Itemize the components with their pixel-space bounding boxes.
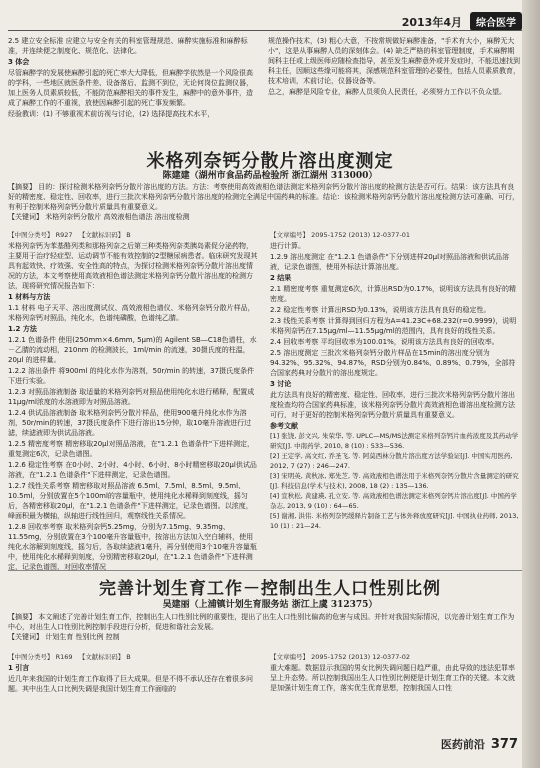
body-paragraph: 1.1 材料 电子天平、溶出度测试仪、高效液相色谱仪、米格列奈钙分散片样品，米格列奈钙对照品，纯化水，色谱纯磷酸，色谱纯乙腈。 [8, 304, 255, 322]
previous-article-left-column [8, 36, 258, 120]
article-abstract [8, 182, 520, 222]
article-author-2: 吴建丽（上浦镇计划生育服务站 浙江上虞 312375） [162, 600, 378, 610]
section-heading: 3 讨论 [270, 380, 292, 388]
body-paragraph: 2.2 稳定性考察 计算出RSD为0.13%，说明该方法具有良好的稳定性。 [270, 306, 491, 314]
classification-number-2: 【中图分类号】 R169 [8, 653, 73, 661]
reference-item: [5] 谢湘, 洪伟. 米格列奈钙缓释片制备工艺与体外释放度研究[J]. 中国执业药师, 2013, 10 (1) : 21—24. [270, 512, 519, 530]
body-paragraph: 1.2.5 精密度考察 精密移取20μl对照品溶液，在"1.2.1 色谱条件"下进样测定，重复测定6次，记录色谱图。 [8, 440, 255, 458]
previous-article-right-column [268, 36, 520, 98]
section-heading: 1 引言 [8, 664, 30, 672]
article-number-2: 【文章编号】 2095-1752 (2013) 12-0377-02 [270, 653, 411, 661]
article-right-column [270, 230, 520, 532]
reference-item: [1] 张饶, 彭文兴, 朱荣华, 等. UPLC—MS/MS法测定米格列奈钙片血药浓度及其药动学研究[J]. 中南药学, 2010, 8 (10) : 533—536. [270, 432, 519, 450]
classification-number: 【中图分类号】 R927 [8, 231, 73, 239]
body-paragraph: 1.2.6 稳定性考察 在0小时、2小时、4小时、6小时、8小时精密移取20μl供试品溶液，在"1.2.1 色谱条件"下进样测定，记录色谱图。 [8, 461, 257, 479]
prev-paragraph: 经验教训：(1) 不够重视术前访视与讨论，(2) 选择提高技术水平， [8, 110, 215, 118]
body-paragraph: 米格列奈钙为苯基酪列类和那格列奈之后第三种类格列奈类胰岛素促分泌药物，主要用于治疗轻症型、运动调节不能有效控制的2型糖尿病患者。临床研究发现其具有起效快、疗效强、安全性高的特点，为探讨检测米格列奈钙分散片溶出度情况的方法，本文考察使用高效液相色谱法测定米格列奈钙分散片溶出度的检测方法，现将研究情况报告如下： [8, 242, 258, 290]
body-paragraph: 2.4 回收率考察 平均回收率为100.01%，说明该方法具有良好的回收率。 [270, 338, 499, 346]
page-footer [441, 736, 518, 752]
article-left-column [8, 230, 258, 573]
issue-date: 2013年4月 [401, 16, 462, 29]
reference-item: [4] 宣秋松, 黄建瑛, 孔立安, 等. 高效液相色谱法测定米格列奈钙片溶出度[J]. 中国药学杂志, 2013, 9 (10) : 64—65. [270, 492, 517, 510]
prev-paragraph: 总之，麻醉是风险专业，麻醉人员须负人民责任，必须努力工作以不负众望。 [268, 88, 506, 96]
references-heading: 参考文献 [270, 422, 298, 430]
body-paragraph: 进行计算。 [270, 242, 305, 250]
classification-codes [8, 230, 258, 240]
body-paragraph: 2.5 溶出度测定 三批次米格列奈钙分散片样品在15min的溶出度分别为94.32%、95.32%、94.87%，RSD分别为0.84%、0.89%、0.79%，全部符合国家药典对分散片的溶出度规定。 [270, 349, 516, 377]
page-binding-shadow [522, 0, 540, 768]
article-title-2: 完善计划生育工作－控制出生人口性别比例 [99, 579, 441, 599]
header-rule [8, 30, 522, 31]
body-paragraph: 1.2.9 溶出度测定 在"1.2.1 色谱条件"下分别进样20μl对照品溶液和供试品溶液，记录色谱图，使用外标法计算溶出度。 [270, 253, 510, 271]
abstract-text: 【摘要】 目的：探讨检测米格列奈钙分散片溶出度的方法。方法：考察使用高效液相色谱法测定米格列奈钙分散片溶出度的检测方法是否可行。结果：该方法具有良好的精密度、稳定性、回收率，进行三批次米格列奈钙分散片溶出度的检测完全满足中国药典的标准。结论：该检测米格列奈钙分散片溶出度检测方法可准确、可行，有利于控制米格列奈钙分散片质量具有重要意义。 [8, 183, 519, 211]
article2-right-column [270, 652, 516, 694]
journal-name: 医药前沿 [440, 738, 485, 751]
reference-item: [3] 宋明英, 黄秋冰, 郑先芝, 等. 高效液相色谱法用于米格列奈钙分散片含量测定的研究[J]. 科技信息(学术与技术), 2008, 18 (2) : 135—136. [270, 472, 519, 490]
prev-paragraph: 2.5 建立安全标准 应建立与安全有关的科室管理规范、麻醉实施标准和麻醉标准，并连续便之制度化、规范化、法律化。 [8, 37, 248, 55]
page-header [0, 8, 540, 32]
body-paragraph: 1.2.3 对照品溶液制备 取适量的米格列奈钙对照品使用纯化水进行稀释，配置成11μg/ml浓度的水溶液即为对照品溶液。 [8, 388, 255, 406]
body-paragraph: 近几年来我国的计划生育工作取得了巨大成果。但是不得不承认还存在着很多问题。其中出生人口比例失调是我国计划生育工作面临的 [8, 675, 253, 693]
section-heading: 2 结果 [270, 274, 292, 282]
body-paragraph: 2.3 线性关系考察 计算得到回归方程为A=41.23C+68.232(r=0.9999)，说明米格列奈钙在7.15μg/ml—11.55μg/ml的范围内，具有良好的线性关系。 [270, 317, 517, 335]
body-paragraph: 1.2.2 溶出条件 将900ml 的纯化水作为溶剂，50r/min 的转速，37摄氏度条件下进行实验。 [8, 367, 255, 385]
article-number: 【文章编号】 2095-1752 (2013) 12-0377-01 [270, 231, 411, 239]
body-paragraph: 1.2.8 回收率考察 取米格列奈钙5.25mg，分别为7.15mg、9.35mg、11.55mg，分别放置在3个100毫升容量瓶中，按溶出方法加入空白辅料，使用纯化水溶解到刻度线，摇匀后，各取续滤液1毫升，再分别使用3个10毫升容量瓶中，使用纯化水稀释到刻度，分别精密移取20μl，在"1.2.1 色谱条件"下进样测定，记录色谱图，对回收率情况 [8, 523, 257, 571]
prev-section-heading: 3 体会 [8, 58, 30, 66]
page-number: 377 [490, 737, 518, 752]
document-code-2: 【文献标识码】 B [78, 653, 131, 661]
document-code: 【文献标识码】 B [78, 231, 131, 239]
body-paragraph: 2.1 精密度考察 重复测定6次，计算出RSD为0.17%，说明该方法具有良好的精密度。 [270, 285, 516, 303]
section-heading: 1 材料与方法 [8, 293, 51, 301]
article-title: 米格列奈钙分散片溶出度测定 [146, 151, 394, 172]
body-paragraph: 1.2.4 供试品溶液制备 取米格列奈钙分散片样品，使用900毫升纯化水作为溶剂，50r/min的转速，37摄氏度条件下进行溶出15分钟，取10毫升溶液进行过滤，续滤液即为供试品溶液。 [8, 409, 252, 437]
classification-codes-2 [8, 652, 258, 662]
article-author: 陈建建（湖州市食品药品检验所 浙江湖州 313000） [162, 171, 378, 181]
article-divider [8, 570, 522, 571]
prev-paragraph: 规范操作技术，(3) 粗心大意，不按常规做好麻醉准备，"手术有大小，麻醉无大小"，这是从事麻醉人员的深刻体会。(4) 缺乏严格的科室管理制度，手术麻醉期间科主任或上级医师应随检查指导，甚至发生麻醉意外或并发症时，不能迅速找到科主任，因顺这些缘可能将其，深感规范科室管理的必要性，包括人员素质教育，技术培训，术前讨论，仪器设备等。 [268, 37, 520, 85]
body-paragraph: 1.2.1 色谱条件 使用(250mm×4.6mm, 5μm)的 Agilent SB—C18色谱柱，水－乙腈的流动相，210nm 的检测波长，1ml/min 的流速，30摄氏度的柱温，20μl 的进样量。 [8, 336, 257, 364]
article2-left-column [8, 652, 258, 695]
article-abstract-2 [8, 612, 520, 642]
body-paragraph: 重大难题。数据显示我国的男女比例失调问题日趋严重，由此导致的违法犯罪率呈上升态势。所以控制我国出生人口性别比例便是计划生育工作的关键。本文就是加强计划生育工作，落实优生优育思想，控制我国人口性 [270, 664, 515, 692]
subsection-heading: 1.2 方法 [8, 325, 37, 333]
keywords: 【关键词】 米格列奈钙分散片 高效液相色谱法 溶出度检测 [8, 213, 190, 221]
abstract-text-2: 【摘要】 本文阐述了完善计划生育工作，控制出生人口性别比例的重要性，提出了出生人口性别比偏高的危害与成因。并针对我国实际情况，以完善计划生育工作为中心，对出生人口性别比例控制手段进行分析，促进和谐社会发展。 [8, 613, 515, 631]
prev-paragraph: 尽管麻醉学的发展使麻醉引起的死亡率大大降低，但麻醉学依然是一个风险很高的学科，一些地区就医条件差、设备落后、监测不到位，无论何岗位监测仪器，加上医务人员素质较低，不能防范麻醉相关的事件发生，麻醉中的意外事件，造成了麻醉工作的不重视，放使因麻醉引起的死亡事发频繁。 [8, 69, 253, 107]
reference-item: [2] 王定学, 高文红, 乔圣飞, 等. 阿莫西林分散片溶出度方法学验证[J]. 中国实用医药, 2012, 7 (27) : 246—247. [270, 452, 513, 470]
body-paragraph: 此方法具有良好的精密度、稳定性、回收率，进行三批次米格列奈钙分散片溶出度检查均符合国家药典标准，该米格列奈钙分散片高效液相色谱溶出度检测方法可行，对于更好的控制米格列奈钙分散片质量具有重要意义。 [270, 391, 515, 419]
body-paragraph: 1.2.7 线性关系考察 精密移取对照品溶液 6.5ml、7.5ml、8.5ml、9.5ml、10.5ml，分别放置在5个100ml的容量瓶中，使用纯化水稀释到刻度线，摇匀后，各精密移取20μl，在"1.2.1 色谱条件"下进样测定，记录色谱图。以浓度，峰面积最为横轴，纵轴进行线性回归，观察线性关系情况。 [8, 482, 253, 520]
keywords-2: 【关键词】 计划生育 性别比例 控制 [8, 633, 120, 641]
section-tag: 综合医学 [470, 12, 522, 31]
